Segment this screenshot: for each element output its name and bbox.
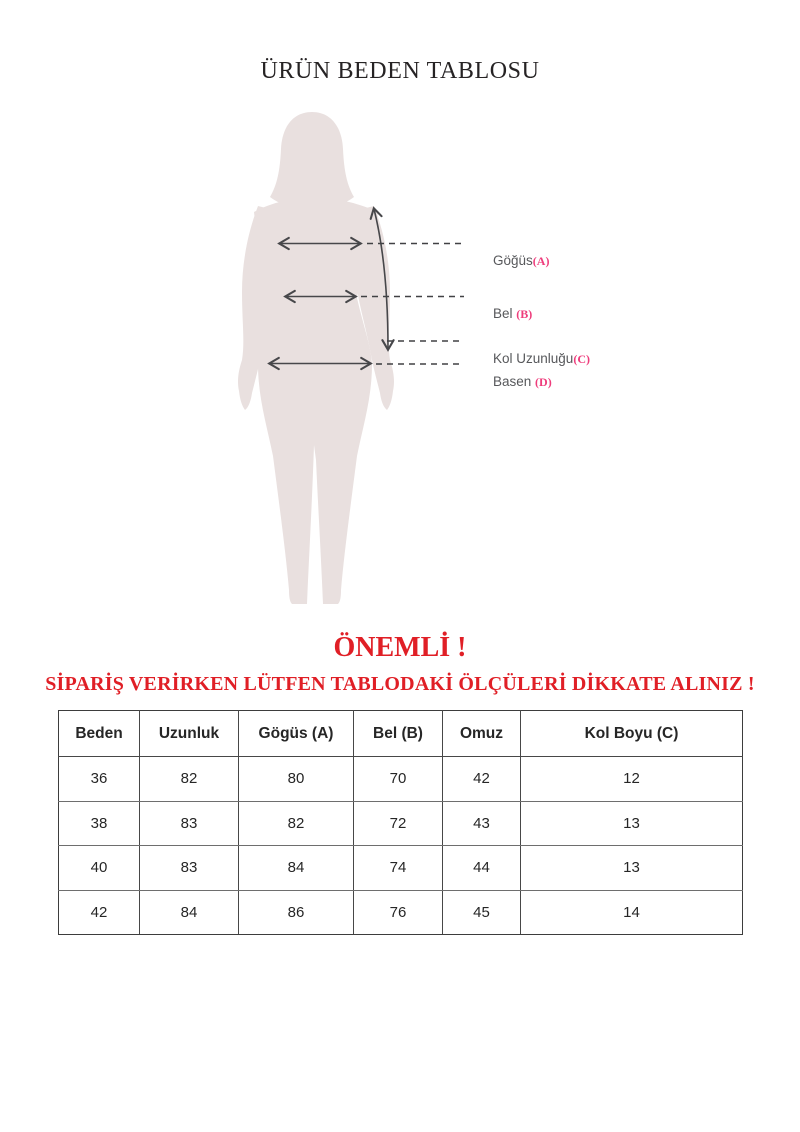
cell-bel: 76	[354, 890, 443, 935]
measure-label-waist-text: Bel	[493, 306, 517, 321]
cell-kol-boyu: 12	[521, 757, 743, 802]
cell-gogus: 84	[239, 846, 354, 891]
cell-bel: 74	[354, 846, 443, 891]
measure-label-arm-length-text: Kol Uzunluğu	[493, 351, 574, 366]
cell-beden: 40	[59, 846, 140, 891]
cell-omuz: 44	[443, 846, 521, 891]
body-measurement-diagram	[0, 95, 800, 615]
header-kol-boyu: Kol Boyu (C)	[521, 711, 743, 757]
cell-beden: 38	[59, 801, 140, 846]
cell-omuz: 45	[443, 890, 521, 935]
cell-gogus: 86	[239, 890, 354, 935]
cell-kol-boyu: 13	[521, 801, 743, 846]
table-row	[59, 801, 743, 846]
cell-beden: 42	[59, 890, 140, 935]
silhouette-head	[270, 112, 354, 210]
page-title: ÜRÜN BEDEN TABLOSU	[260, 58, 540, 84]
cell-omuz: 42	[443, 757, 521, 802]
header-uzunluk: Uzunluk	[140, 711, 239, 757]
header-beden: Beden	[59, 711, 140, 757]
size-table-header-row	[59, 711, 743, 757]
cell-bel: 70	[354, 757, 443, 802]
measure-label-waist	[478, 287, 533, 321]
table-row	[59, 846, 743, 891]
cell-beden: 36	[59, 757, 140, 802]
measure-label-hip	[478, 355, 552, 389]
important-subheading: SİPARİŞ VERİRKEN LÜTFEN TABLODAKİ ÖLÇÜLERİ DİKKATE ALINIZ !	[45, 673, 755, 695]
cell-gogus: 82	[239, 801, 354, 846]
important-heading: ÖNEMLİ !	[333, 632, 467, 663]
measure-label-chest	[478, 234, 550, 268]
cell-omuz: 43	[443, 801, 521, 846]
cell-bel: 72	[354, 801, 443, 846]
header-omuz: Omuz	[443, 711, 521, 757]
measure-label-arm-length	[478, 332, 590, 366]
cell-uzunluk: 84	[140, 890, 239, 935]
measure-label-chest-text: Göğüs	[493, 253, 533, 268]
table-row	[59, 757, 743, 802]
cell-kol-boyu: 13	[521, 846, 743, 891]
cell-uzunluk: 83	[140, 801, 239, 846]
header-bel: Bel (B)	[354, 711, 443, 757]
measure-label-hip-text: Basen	[493, 374, 536, 389]
size-table	[58, 710, 743, 935]
cell-uzunluk: 83	[140, 846, 239, 891]
measure-code-d: (D)	[535, 375, 552, 389]
cell-gogus: 80	[239, 757, 354, 802]
measure-code-b: (B)	[516, 307, 533, 321]
measure-code-c: (C)	[573, 352, 590, 366]
table-row	[59, 890, 743, 935]
cell-uzunluk: 82	[140, 757, 239, 802]
body-silhouette	[238, 112, 394, 604]
header-gogus: Gögüs (A)	[239, 711, 354, 757]
measure-code-a: (A)	[532, 254, 550, 268]
cell-kol-boyu: 14	[521, 890, 743, 935]
